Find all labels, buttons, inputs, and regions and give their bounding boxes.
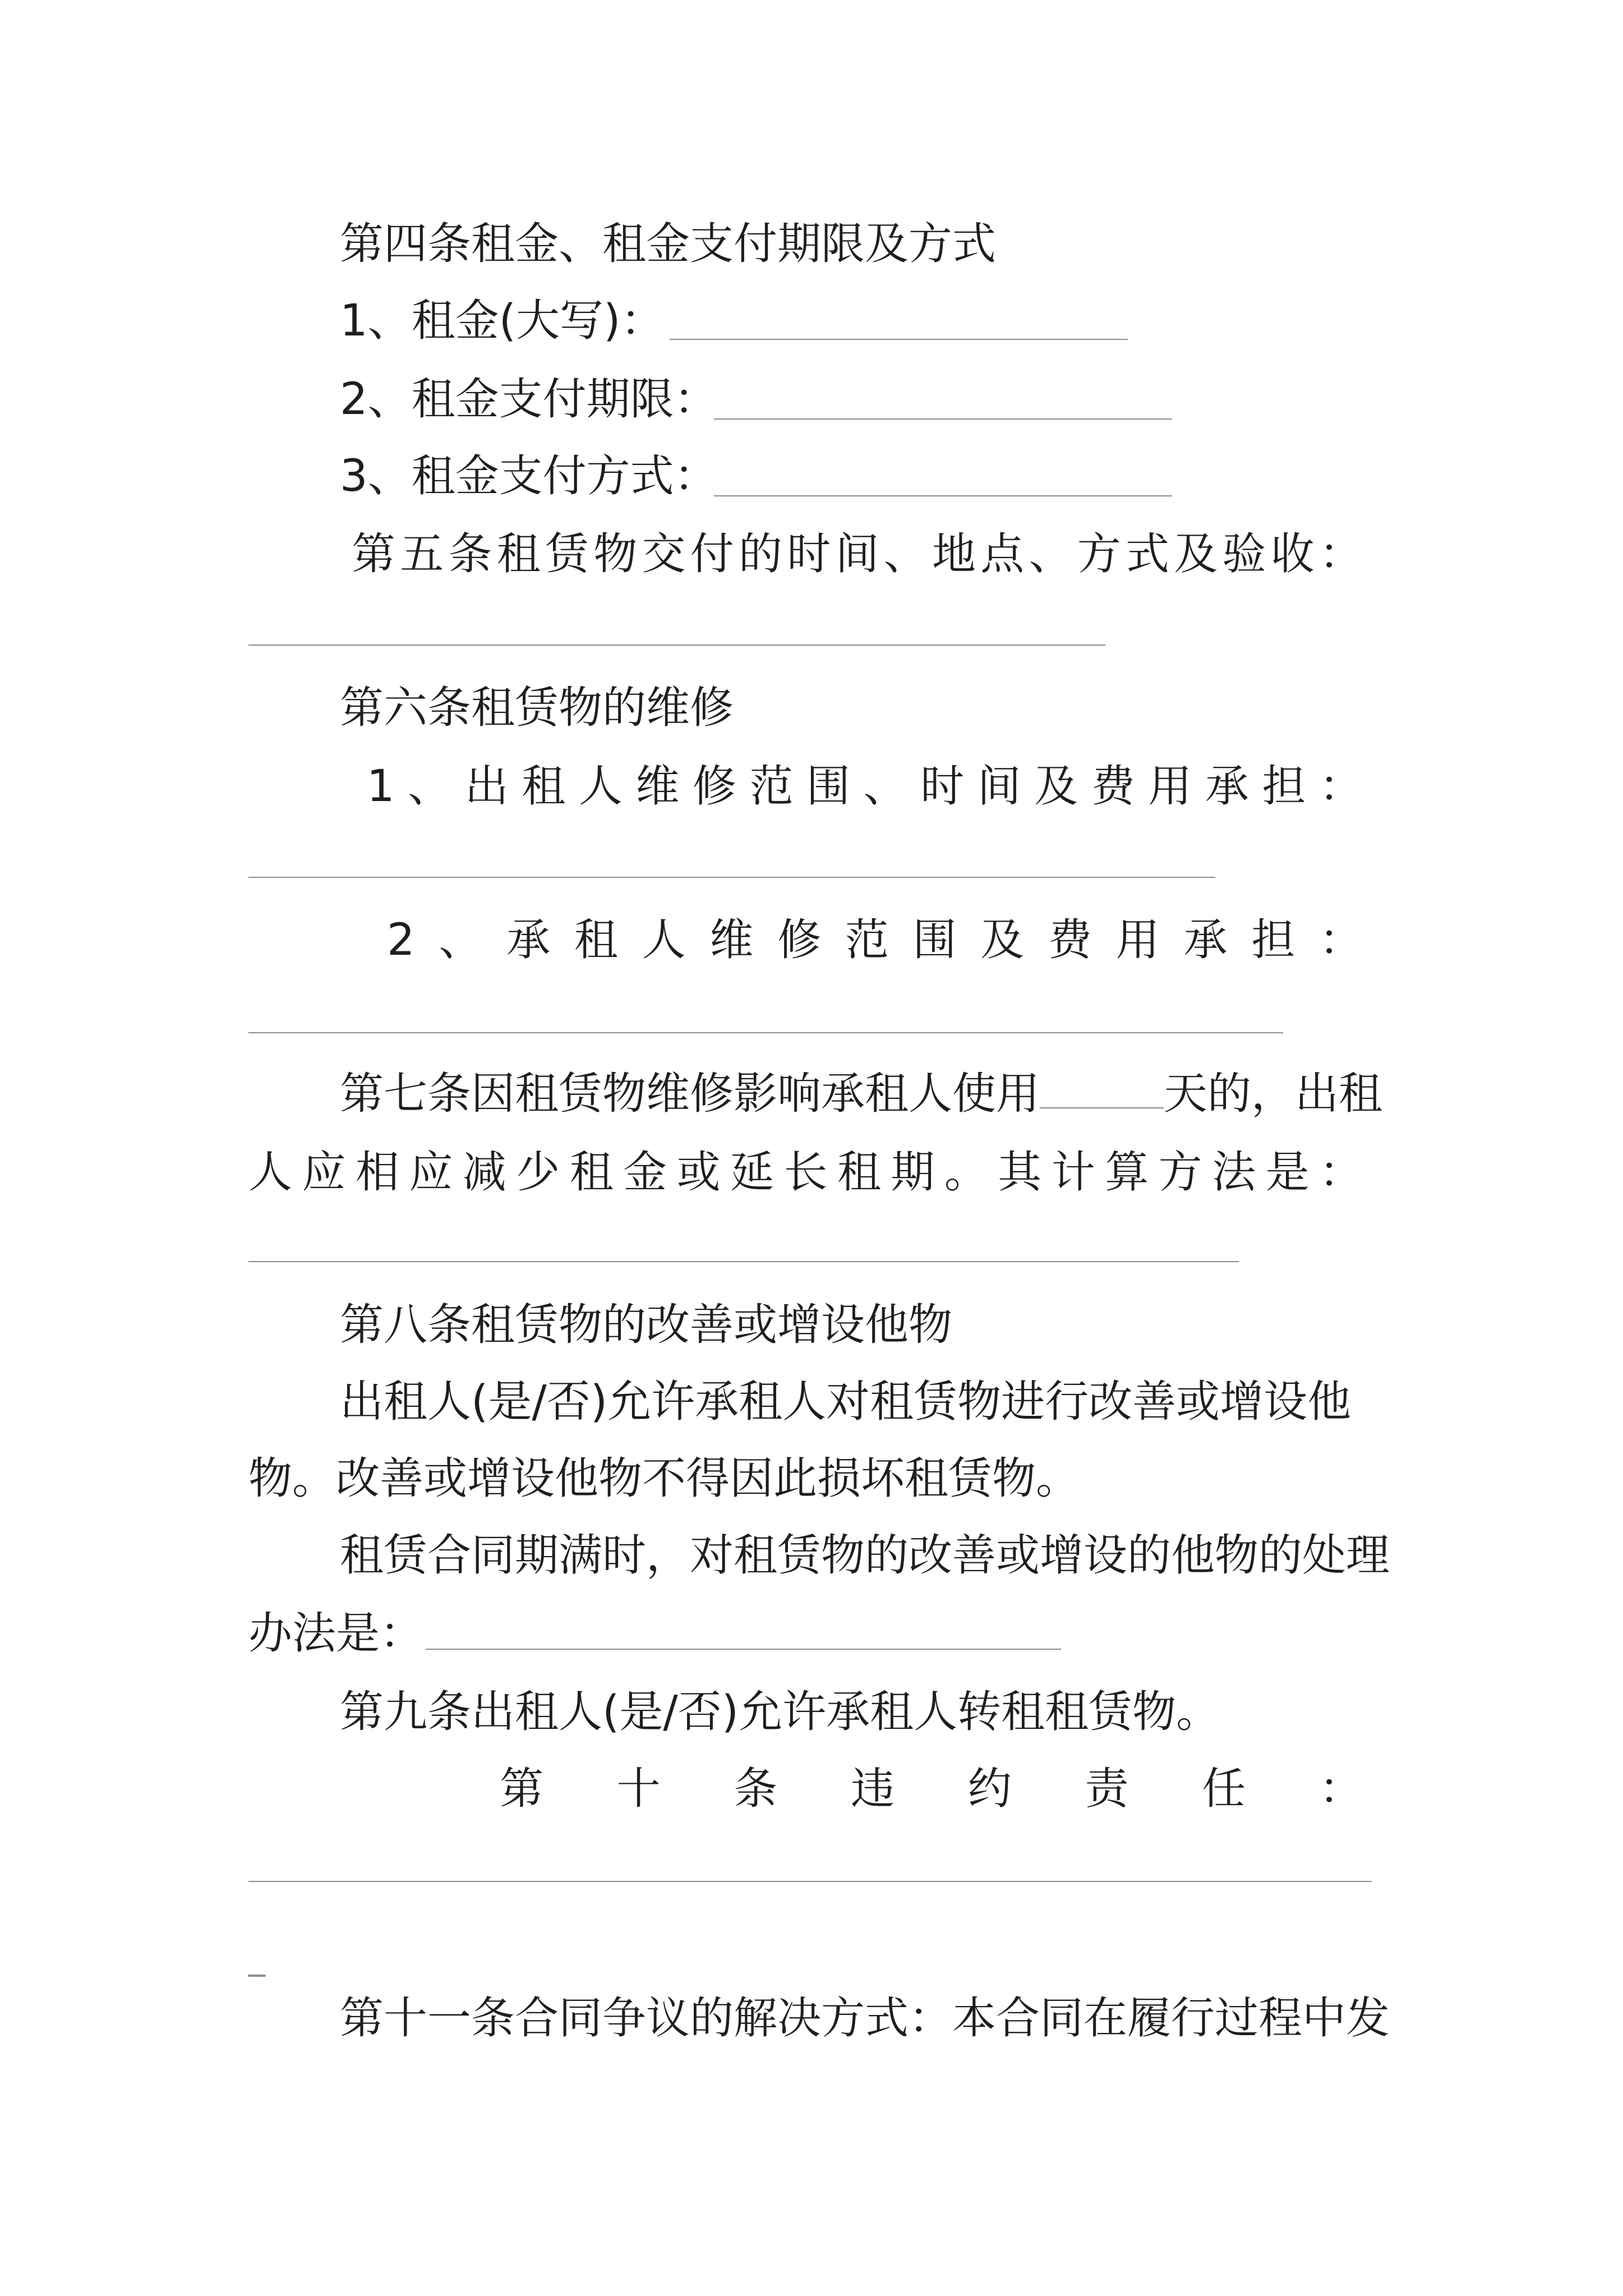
lessee-repair-label: 2、承租人维修范围及费用承担：: [387, 915, 1363, 965]
rent-amount-label: 1、租金(大写)：: [340, 296, 665, 346]
article-7-line-2: 人应相应减少租金或延长租期。其计算方法是：: [248, 1147, 1363, 1198]
article-4-title: 第四条租金、租金支付期限及方式: [340, 219, 997, 269]
article-8-paragraph-1-line-2: 物。改善或增设他物不得因此损坏租赁物。: [248, 1453, 1080, 1504]
article-7-text-a: 第七条因租赁物维修影响承租人使用: [340, 1069, 1040, 1119]
article-9-title: 第九条出租人(是/否)允许承租人转租租赁物。: [340, 1687, 1220, 1737]
lessor-repair-blank[interactable]: [248, 877, 1215, 878]
article-5-title: 第五条租赁物交付的时间、地点、方式及验收：: [352, 529, 1363, 579]
rent-payment-method-blank[interactable]: [714, 495, 1172, 496]
repair-days-blank[interactable]: [1040, 1068, 1164, 1108]
liability-blank-continuation: _: [248, 1938, 265, 1977]
article-5-blank[interactable]: [248, 645, 1105, 646]
rent-amount-blank[interactable]: [670, 339, 1128, 340]
article-8-paragraph-2-line-2: 办法是：: [248, 1608, 424, 1659]
article-7-line-1: [340, 1066, 1382, 1122]
article-8-paragraph-1-line-1: 出租人(是/否)允许承租人对租赁物进行改善或增设他: [340, 1377, 1352, 1427]
rent-payment-term-label: 2、租金支付期限：: [340, 374, 718, 425]
article-8-title: 第八条租赁物的改善或增设他物: [340, 1300, 953, 1350]
article-10-title: 第十条违约责任：: [500, 1764, 1363, 1814]
lessee-repair-blank[interactable]: [248, 1032, 1283, 1033]
liability-blank[interactable]: [248, 1881, 1372, 1882]
lessor-repair-label: 1、出租人维修范围、时间及费用承担：: [367, 761, 1363, 812]
improvement-handling-blank[interactable]: [426, 1649, 1061, 1650]
article-11-title: 第十一条合同争议的解决方式：本合同在履行过程中发: [340, 1993, 1390, 2044]
calculation-method-blank[interactable]: [248, 1261, 1239, 1262]
rent-payment-method-label: 3、租金支付方式：: [340, 451, 718, 501]
article-7-text-b: 天的，出租: [1164, 1069, 1383, 1119]
rent-payment-term-blank[interactable]: [714, 418, 1172, 420]
article-8-paragraph-2-line-1: 租赁合同期满时，对租赁物的改善或增设的他物的处理: [340, 1530, 1390, 1581]
article-6-title: 第六条租赁物的维修: [340, 683, 734, 733]
